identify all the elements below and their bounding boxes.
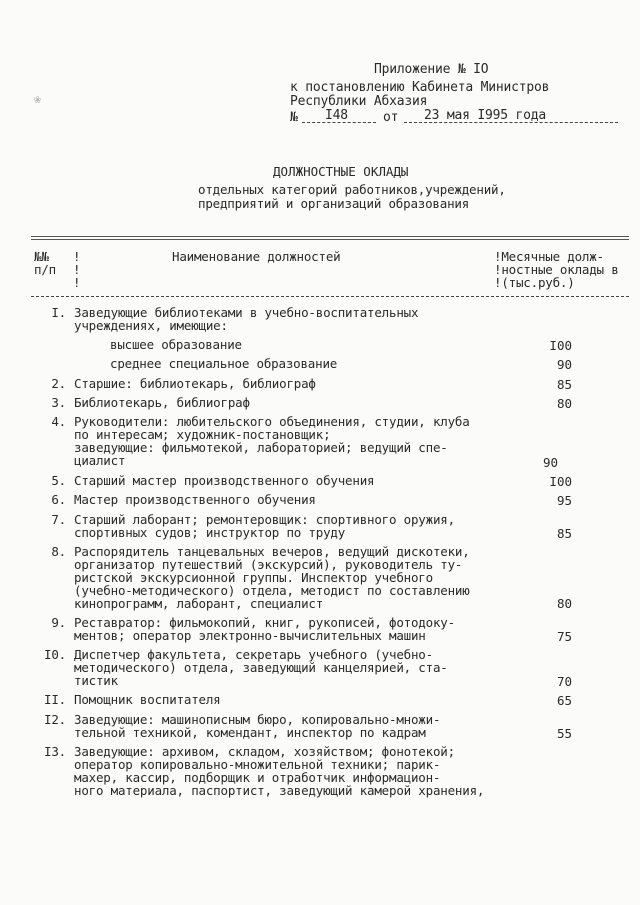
position-name-line: среднее специальное образование bbox=[110, 356, 338, 371]
position-name-line: тистик bbox=[74, 673, 118, 688]
salary-value: 75 bbox=[556, 629, 572, 644]
row-number: 3. bbox=[51, 395, 66, 410]
table-top-rule bbox=[31, 236, 629, 237]
position-name-line: Старшие: библиотекарь, библиограф bbox=[74, 376, 316, 391]
salary-value: 80 bbox=[556, 396, 572, 411]
position-name-line: Мастер производственного обучения bbox=[74, 492, 316, 507]
position-name-line: Диспетчер факультета, секретарь учебного (учебно- bbox=[74, 647, 433, 662]
row-number: I2. bbox=[44, 712, 66, 727]
table-header-rule bbox=[31, 296, 629, 297]
salary-value: 65 bbox=[556, 693, 572, 708]
salary-value: 90 bbox=[556, 357, 572, 372]
salary-value: 80 bbox=[556, 596, 572, 611]
position-name-line: ментов; оператор электронно-вычислительных машин bbox=[74, 628, 426, 643]
position-name-line: учреждениях, имеющие: bbox=[74, 318, 228, 333]
position-name-line: кинопрограмм, лаборант, специалист bbox=[74, 596, 324, 611]
position-name-line: циалист bbox=[74, 453, 126, 468]
position-name-line: Заведующие: машинописным бюро, копировально-множи- bbox=[74, 712, 441, 727]
row-number: 2. bbox=[51, 376, 66, 391]
decree-date: 23 мая I995 года bbox=[424, 108, 547, 123]
appendix-label: Приложение № IO bbox=[374, 62, 489, 77]
position-name-line: Старший лаборант; ремонтеровщик: спортивного оружия, bbox=[74, 512, 455, 527]
position-name-line: Старший мастер производственного обучения bbox=[74, 473, 375, 488]
row-number: I. bbox=[51, 305, 66, 320]
decree-number: I48 bbox=[325, 108, 348, 123]
salary-value: I00 bbox=[549, 474, 572, 489]
position-name-line: ристской экскурсионной группы. Инспектор учебного bbox=[74, 570, 433, 585]
salary-value: I00 bbox=[549, 338, 572, 353]
col-name-header: Наименование должностей bbox=[172, 249, 341, 264]
position-name-line: спортивных судов; инструктор по труду bbox=[74, 525, 346, 540]
salary-value: 90 bbox=[542, 455, 558, 470]
position-name-line: заведующие: фильмотекой, лабораторией; ведущий спе- bbox=[74, 440, 448, 455]
row-number: II. bbox=[44, 692, 66, 707]
salary-value: 55 bbox=[556, 726, 572, 741]
from-label: от bbox=[383, 110, 399, 125]
document-subtitle-2: предприятий и организаций образования bbox=[198, 196, 470, 211]
col-num-header-1: №№ bbox=[34, 249, 49, 264]
position-name-line: (учебно-методического) отдела, методист по составлению bbox=[74, 583, 470, 598]
row-number: 8. bbox=[51, 544, 66, 559]
salary-value: 85 bbox=[556, 526, 572, 541]
row-number: 9. bbox=[51, 615, 66, 630]
position-name-line: Помощник воспитателя bbox=[74, 692, 221, 707]
position-name-line: махер, кассир, подборщик и отработчик информацион- bbox=[74, 770, 441, 785]
row-number: 7. bbox=[51, 512, 66, 527]
col-separator-mark: ! bbox=[73, 262, 81, 277]
decree-line: к постановлению Кабинета Министров bbox=[290, 80, 550, 95]
position-name-line: тельной техникой, комендант, инспектор по кадрам bbox=[74, 725, 426, 740]
document-subtitle-1: отдельных категорий работников,учреждений, bbox=[198, 182, 506, 197]
salary-value: 85 bbox=[556, 377, 572, 392]
col-salary-header-1: !Месячные долж- bbox=[494, 249, 604, 264]
col-num-header-2: п/п bbox=[34, 262, 56, 277]
row-number: I0. bbox=[44, 647, 66, 662]
row-number: 6. bbox=[51, 492, 66, 507]
salary-value: 70 bbox=[556, 674, 572, 689]
position-name-line: методического) отдела, заведующий канцелярией, ста- bbox=[74, 660, 448, 675]
row-number: 5. bbox=[51, 473, 66, 488]
col-separator-mark: ! bbox=[73, 249, 81, 264]
position-name-line: организатор путешествий (экскурсий), руководитель ту- bbox=[74, 557, 463, 572]
position-name-line: по интересам; художник-постановщик; bbox=[74, 427, 331, 442]
position-name-line: Заведующие: архивом, складом, хозяйством; фонотекой; bbox=[74, 744, 455, 759]
position-name-line: Заведующие библиотеками в учебно-воспитательных bbox=[74, 305, 419, 320]
page-mark: ❀ bbox=[34, 92, 42, 106]
position-name-line: ного материала, паспортист, заведующий камерой хранения, bbox=[74, 783, 485, 798]
number-label: № bbox=[290, 110, 298, 125]
document-title: ДОЛЖНОСТНЫЕ ОКЛАДЫ bbox=[273, 164, 409, 179]
col-salary-header-2: !ностные оклады в bbox=[494, 262, 619, 277]
position-name-line: оператор копировально-множительной техники; парик- bbox=[74, 757, 441, 772]
col-salary-header-3: !(тыс.руб.) bbox=[494, 275, 575, 290]
position-name-line: Распорядитель танцевальных вечеров, ведущий дискотеки, bbox=[74, 544, 470, 559]
row-number: I3. bbox=[44, 744, 66, 759]
position-name-line: Реставратор: фильмокопий, книг, рукописей, фотодоку- bbox=[74, 615, 455, 630]
position-name-line: Библиотекарь, библиограф bbox=[74, 395, 250, 410]
salary-value: 95 bbox=[556, 493, 572, 508]
republic-line: Республики Абхазия bbox=[290, 94, 428, 109]
row-number: 4. bbox=[51, 414, 66, 429]
position-name-line: высшее образование bbox=[110, 337, 242, 352]
position-name-line: Руководители: любительского объединения, студии, клуба bbox=[74, 414, 470, 429]
col-separator-mark: ! bbox=[73, 275, 81, 290]
table-top-rule-2 bbox=[31, 239, 629, 240]
